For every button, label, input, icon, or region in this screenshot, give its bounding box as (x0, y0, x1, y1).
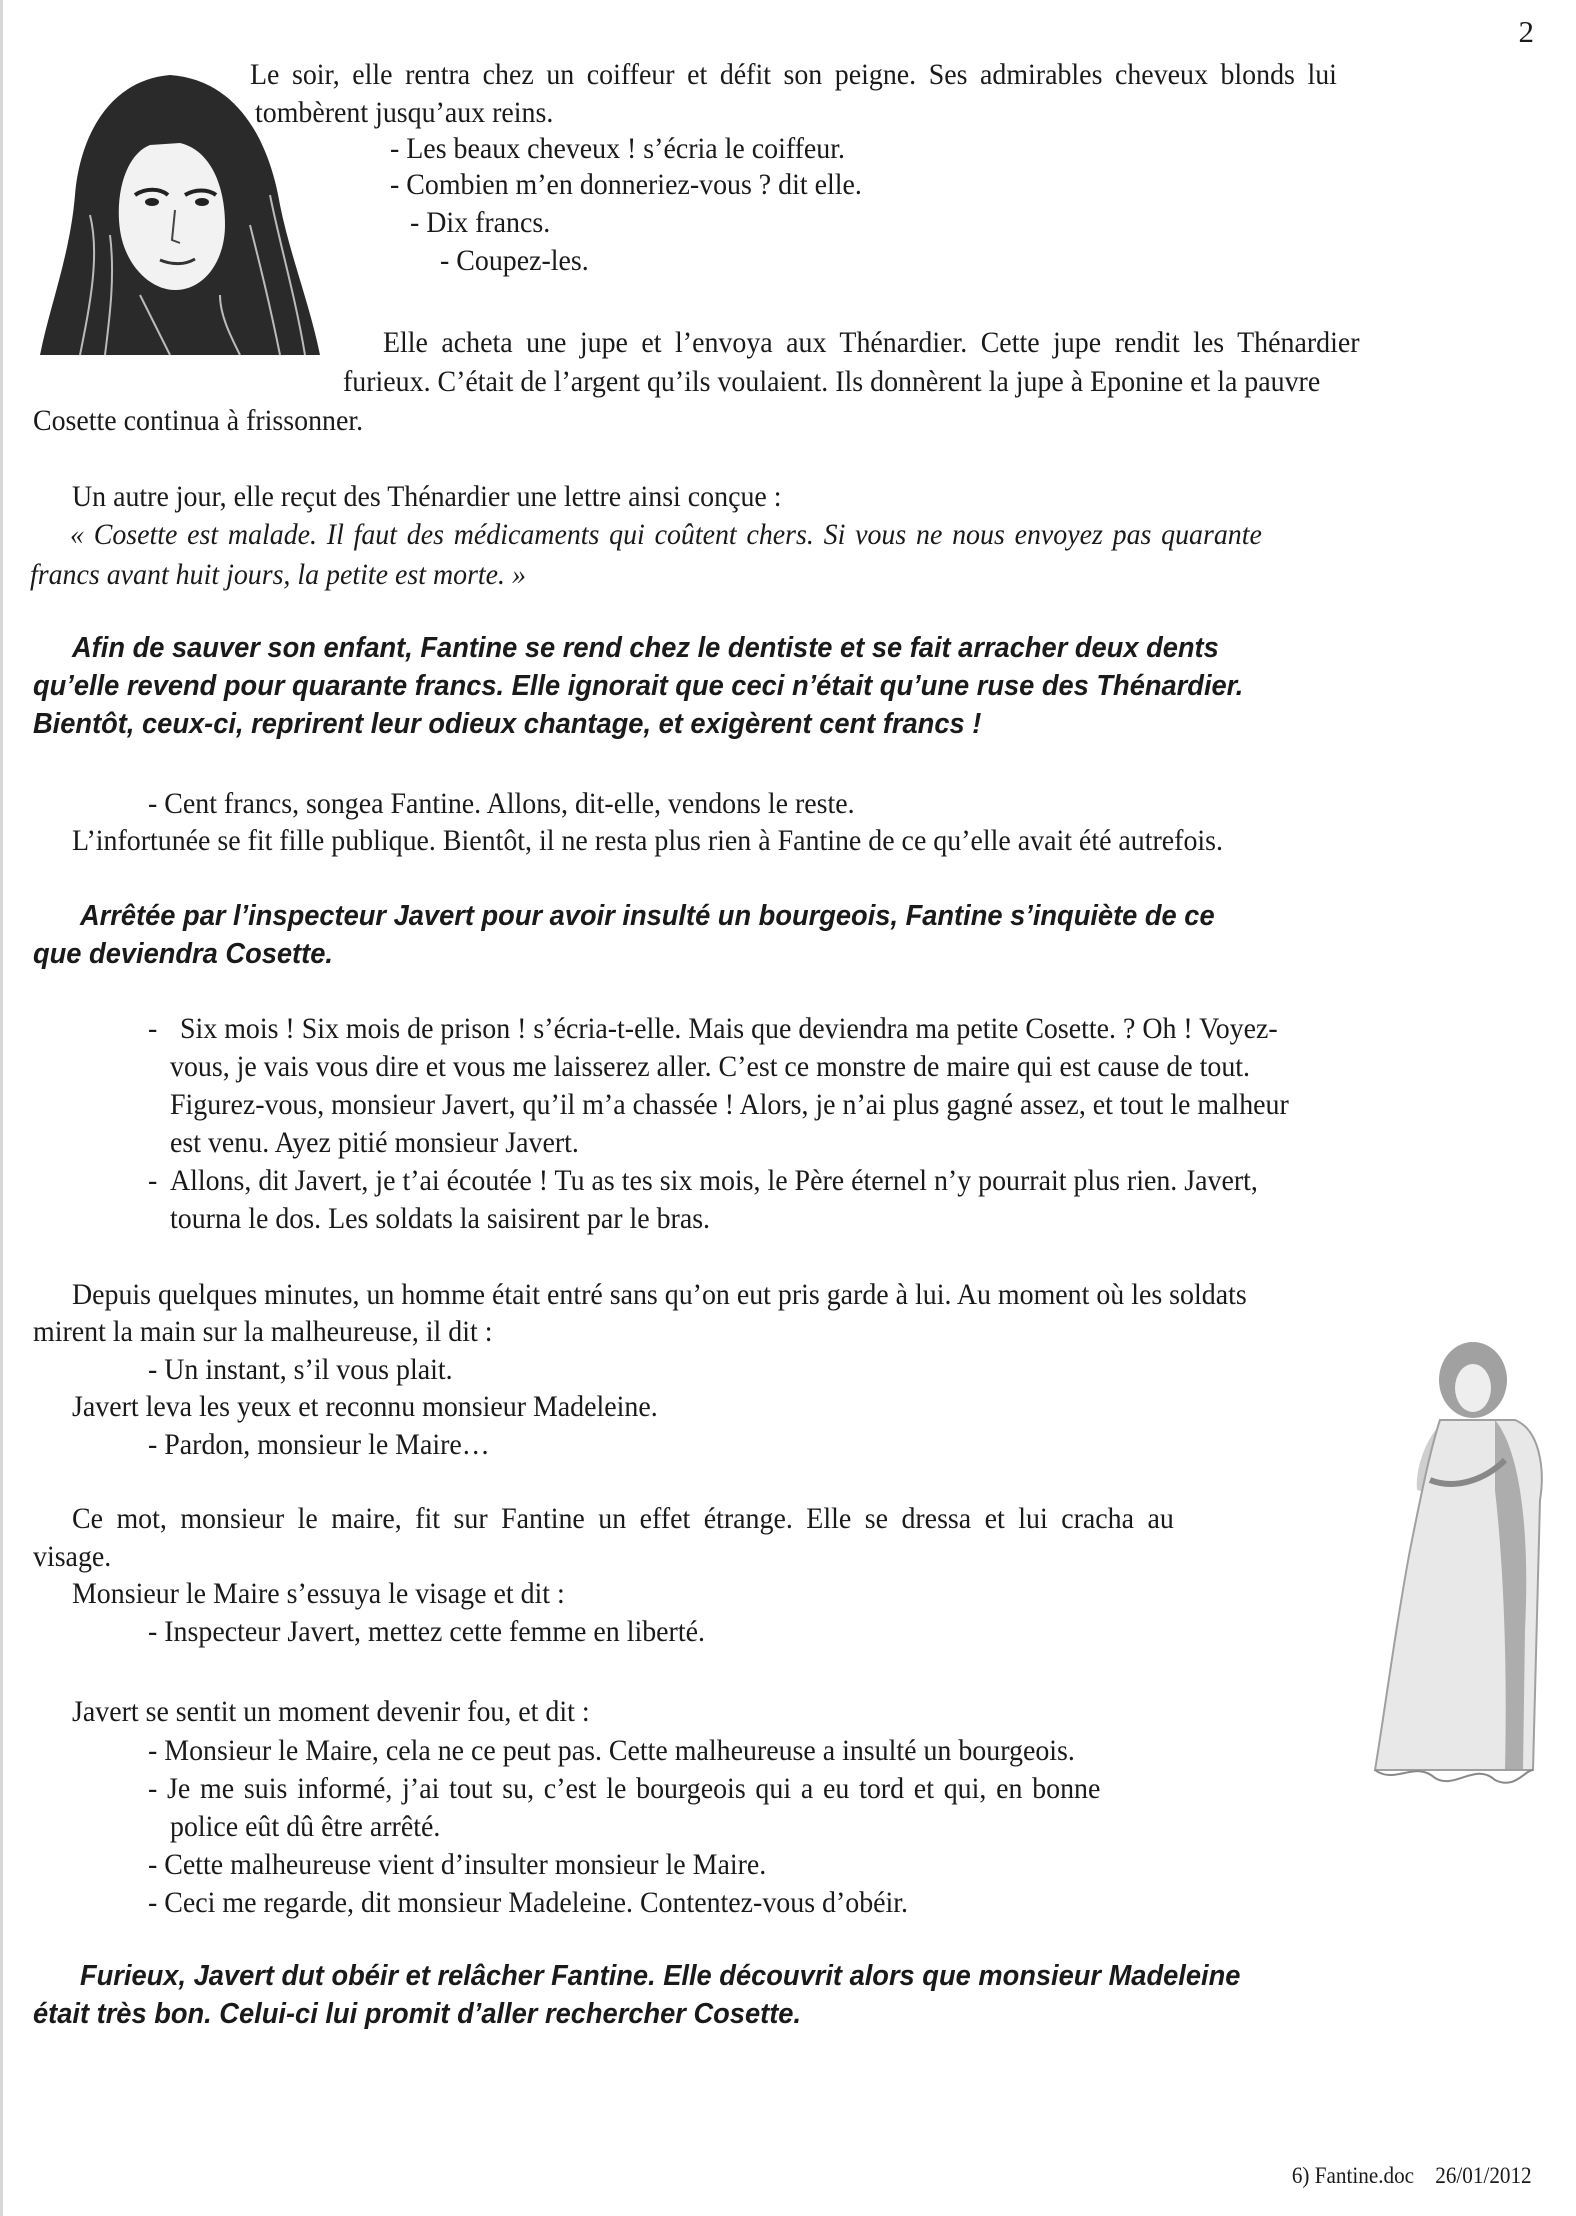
prison-plea-line-1: Six mois ! Six mois de prison ! s’écria-t-elle. Mais que deviendra ma petite Cosette. ? Oh ! Voyez- (180, 1012, 1278, 1045)
crachat-line-3: Monsieur le Maire s’essuya le visage et dit : (72, 1577, 565, 1610)
summary-arrestation-line-1: Arrêtée par l’inspecteur Javert pour avoir insulté un bourgeois, Fantine s’inquiète de ce (80, 900, 1215, 932)
jupe-line-3: Cosette continua à frissonner. (33, 404, 364, 437)
scan-edge (0, 0, 3, 2216)
summary-liberation-line-2: était très bon. Celui-ci lui promit d’aller rechercher Cosette. (33, 1998, 802, 2030)
dialogue-line: - Ceci me regarde, dit monsieur Madeleine. Contentez-vous d’obéir. (148, 1886, 909, 1919)
dash-bullet: - (148, 1012, 158, 1045)
dialogue-line: - Les beaux cheveux ! s’écria le coiffeur. (390, 132, 845, 165)
coiffeur-line-2: tombèrent jusqu’aux reins. (255, 96, 554, 129)
summary-dentiste-line-3: Bientôt, ceux-ci, reprirent leur odieux chantage, et exigèrent cent francs ! (33, 708, 982, 740)
prison-plea-line-2: vous, je vais vous dire et vous me laisserez aller. C’est ce monstre de maire qui est cause de tout. (170, 1050, 1251, 1083)
crachat-line-1: Ce mot, monsieur le maire, fit sur Fantine un effet étrange. Elle se dressa et lui cracha au (72, 1502, 1174, 1535)
dialogue-line: - Cette malheureuse vient d’insulter monsieur le Maire. (148, 1848, 767, 1881)
javert-fou-intro: Javert se sentit un moment devenir fou, et dit : (72, 1695, 590, 1728)
madeleine-line-3: Javert leva les yeux et reconnu monsieur Madeleine. (72, 1390, 658, 1423)
dialogue-line: - Pardon, monsieur le Maire… (148, 1428, 490, 1461)
footer-date: 26/01/2012 (1435, 2163, 1532, 2188)
dialogue-line: - Un instant, s’il vous plait. (148, 1353, 453, 1386)
javert-reply-line-1: Allons, dit Javert, je t’ai écoutée ! Tu as tes six mois, le Père éternel n’y pourrait plus rien. Javert, (170, 1164, 1258, 1197)
dialogue-line: - Je me suis informé, j’ai tout su, c’est le bourgeois qui a eu tord et qui, en bonne (148, 1772, 1101, 1805)
dialogue-line: - Dix francs. (410, 206, 551, 239)
cent-francs-line-2: L’infortunée se fit fille publique. Bientôt, il ne resta plus rien à Fantine de ce qu’elle avait été autrefois. (72, 824, 1224, 857)
lettre-intro: Un autre jour, elle reçut des Thénardier une lettre ainsi conçue : (72, 480, 782, 513)
summary-dentiste-line-2: qu’elle revend pour quarante francs. Elle ignorait que ceci n’était qu’une ruse des Thénardier. (33, 670, 1244, 702)
jupe-line-1: Elle acheta une jupe et l’envoya aux Thénardier. Cette jupe rendit les Thénardier (383, 326, 1360, 359)
dialogue-line: - Coupez-les. (440, 244, 589, 277)
summary-dentiste-line-1: Afin de sauver son enfant, Fantine se rend chez le dentiste et se fait arracher deux dents (72, 632, 1219, 664)
summary-arrestation-line-2: que deviendra Cosette. (33, 938, 333, 970)
cent-francs-line-1: - Cent francs, songea Fantine. Allons, dit-elle, vendons le reste. (148, 787, 855, 820)
madeleine-line-2: mirent la main sur la malheureuse, il dit : (33, 1315, 493, 1348)
summary-liberation-line-1: Furieux, Javert dut obéir et relâcher Fantine. Elle découvrit alors que monsieur Madeleine (80, 1960, 1241, 1992)
dialogue-line: - Inspecteur Javert, mettez cette femme en liberté. (148, 1615, 705, 1648)
prison-plea-line-3: Figurez-vous, monsieur Javert, qu’il m’a chassée ! Alors, je n’ai plus gagné assez, et tout le malheur (170, 1088, 1289, 1121)
coiffeur-line-1: Le soir, elle rentra chez un coiffeur et défit son peigne. Ses admirables cheveux blonds lui (250, 58, 1337, 91)
lettre-quote-2: francs avant huit jours, la petite est morte. » (30, 558, 526, 591)
footer-filename: 6) Fantine.doc (1292, 2163, 1415, 2188)
jupe-line-2: furieux. C’était de l’argent qu’ils voulaient. Ils donnèrent la jupe à Eponine et la pauvre (343, 365, 1321, 398)
page-number: 2 (1518, 14, 1534, 49)
document-footer (1292, 2163, 1532, 2189)
dialogue-line: - Monsieur le Maire, cela ne ce peut pas. Cette malheureuse a insulté un bourgeois. (148, 1734, 1075, 1767)
javert-reply-line-2: tourna le dos. Les soldats la saisirent par le bras. (170, 1202, 711, 1235)
dialogue-line: - Combien m’en donneriez-vous ? dit elle. (390, 168, 862, 201)
dash-bullet: - (148, 1164, 158, 1197)
fantine-standing-illustration (1355, 1330, 1575, 1790)
prison-plea-line-4: est venu. Ayez pitié monsieur Javert. (170, 1126, 579, 1159)
lettre-quote-1: « Cosette est malade. Il faut des médicaments qui coûtent chers. Si vous ne nous envoyez pas quarante (70, 518, 1262, 551)
dialogue-line: police eût dû être arrêté. (170, 1810, 441, 1843)
crachat-line-2: visage. (33, 1540, 112, 1573)
madeleine-line-1: Depuis quelques minutes, un homme était entré sans qu’on eut pris garde à lui. Au moment où les soldats (72, 1278, 1247, 1311)
